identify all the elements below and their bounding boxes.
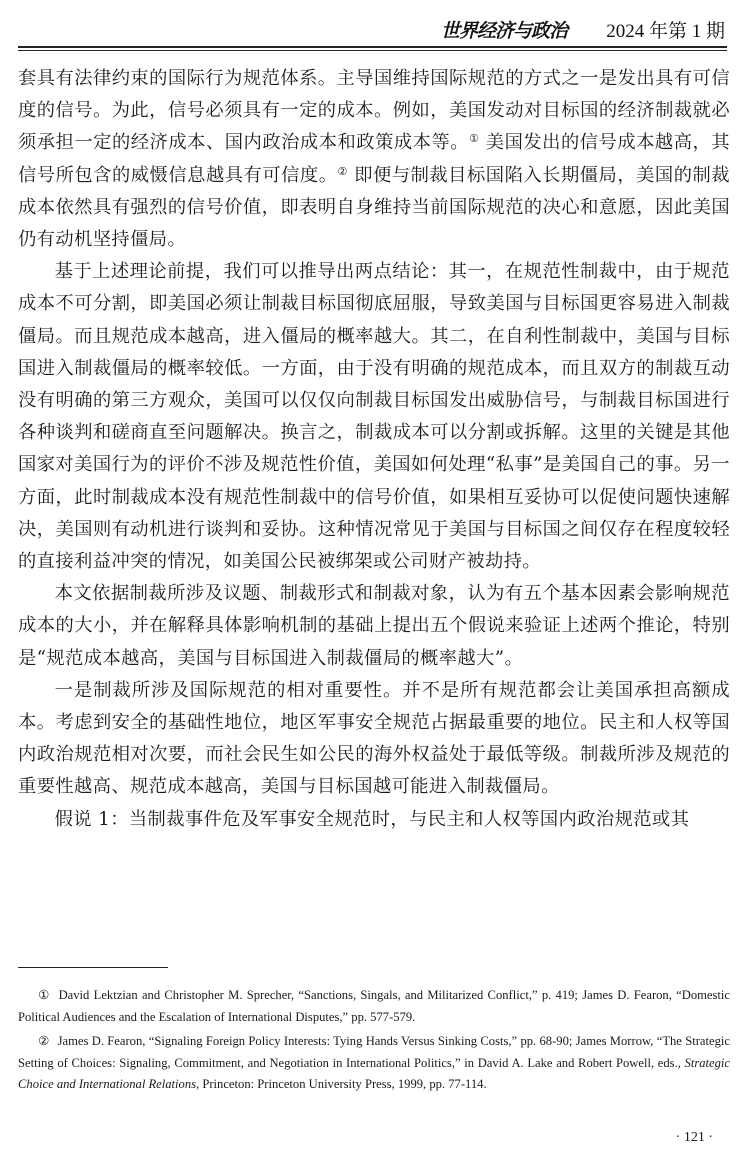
running-header	[18, 10, 727, 50]
paragraph-text: 美国发出的信号成本越高，其信号所包含的威慑信息越具有可信度。	[18, 132, 730, 186]
page-number: · 121 ·	[675, 1130, 713, 1145]
footnote-text-tail: , Princeton: Princeton University Press, 1999, pp. 77-114.	[196, 1077, 487, 1091]
paragraph-text: 基于上述理论前提，我们可以推导出两点结论：其一，在规范性制裁中，由于规范成本不可分割，即美国必须让制裁目标国彻底屈服，导致美国与目标国更容易进入制裁僵局。而且规范成本越高，进入僵局的概率越大。其二，在自利性制裁中，美国与目标国进入制裁僵局的概率较低。一方面，由于没有明确的规范成本，而且双方的制裁互动没有明确的第三方观众，美国可以仅仅向制裁目标国发出威胁信号，与制裁目标国进行各种谈判和磋商直至问题解决。换言之，制裁成本可以分割或拆解。这里的关键是其他国家对美国行为的评价不涉及规范性价值，美国如何处理“私事”是美国自己的事。另一方面，此时制裁成本没有规范性制裁中的信号价值，如果相互妥协可以促使问题快速解决，美国则有动机进行谈判和妥协。这种情况常见于美国与目标国之间仅存在程度较轻的直接利益冲突的情况，如美国公民被绑架或公司财产被劫持。	[18, 261, 730, 573]
paragraph-text: 一是制裁所涉及国际规范的相对重要性。并不是所有规范都会让美国承担高额成本。考虑到安全的基础性地位，地区军事安全规范占据最重要的地位。民主和人权等国内政治规范相对次要，而社会民生如公民的海外权益处于最低等级。制裁所涉及规范的重要性越高、规范成本越高，美国与目标国越可能进入制裁僵局。	[18, 679, 730, 798]
footnote-reference: ①	[469, 132, 480, 146]
paragraph-text: 即便与制裁目标国陷入长期僵局，美国的制裁成本依然具有强烈的信号价值，即表明自身维持当前国际规范的决心和意愿，因此美国仍有动机坚持僵局。	[18, 164, 730, 251]
footnote-separator	[18, 967, 168, 968]
footnote-text: James D. Fearon, “Signaling Foreign Policy Interests: Tying Hands Versus Sinking Costs,” pp. 68-90; James Morrow, “The Strategic Setting of Choices: Signaling, Commitment, and Negotiation in International Politics,” in David A. Lake and Robert Powell, eds.,	[18, 1034, 730, 1070]
footnote-book-title: Strategic Choice and International Relations	[18, 1055, 730, 1091]
body-paragraph	[18, 804, 730, 836]
body-paragraph	[18, 578, 730, 675]
footnote-text: David Lektzian and Christopher M. Sprecher, “Sanctions, Singals, and Militarized Conflict,” p. 419; James D. Fearon, “Domestic Political Audiences and the Escalation of International Disputes,” pp. 577-579.	[18, 988, 730, 1024]
body-paragraph	[18, 63, 730, 256]
footnote-mark: ①	[38, 988, 51, 1002]
header-rule-thin	[18, 50, 727, 51]
footnotes	[18, 985, 730, 1099]
paragraph-text: 本文依据制裁所涉及议题、制裁形式和制裁对象，认为有五个基本因素会影响规范成本的大小，并在解释具体影响机制的基础上提出五个假说来验证上述两个推论，特别是“规范成本越高，美国与目标国进入制裁僵局的概率越大”。	[18, 583, 730, 669]
header-rule	[18, 46, 727, 48]
body-text	[18, 63, 730, 836]
footnote-mark: ②	[38, 1034, 50, 1048]
journal-title: 世界经济与政治	[440, 20, 567, 42]
footnote-2	[18, 1031, 730, 1096]
body-paragraph	[18, 256, 730, 578]
footnote-1	[18, 985, 730, 1028]
issue-label: 2024 年第 1 期	[606, 21, 725, 42]
body-paragraph	[18, 675, 730, 804]
paragraph-text: 套具有法律约束的国际行为规范体系。主导国维持国际规范的方式之一是发出具有可信度的信号。为此，信号必须具有一定的成本。例如，美国发动对目标国的经济制裁就必须承担一定的经济成本、国内政治成本和政策成本等。	[18, 68, 730, 154]
paragraph-text: 假说 1：当制裁事件危及军事安全规范时，与民主和人权等国内政治规范或其	[54, 808, 690, 830]
footnote-reference: ②	[337, 164, 348, 178]
